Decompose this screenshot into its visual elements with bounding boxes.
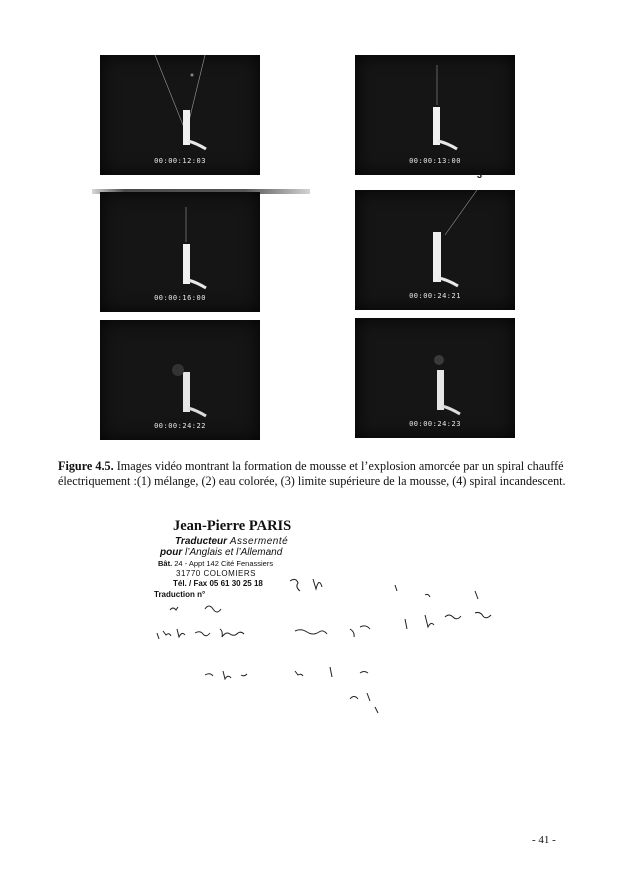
video-frame-4 bbox=[355, 190, 515, 310]
handwritten-signature bbox=[145, 575, 505, 715]
stamp-title-b: Assermenté bbox=[229, 536, 289, 547]
frame-timestamp: 00:00:16:00 bbox=[154, 294, 206, 302]
stamp-address-prefix: Bât. bbox=[158, 559, 173, 568]
stamp-address: 24 - Appt 142 Cité Fenassiers bbox=[174, 559, 274, 568]
figure-caption bbox=[58, 459, 566, 489]
video-frame-3 bbox=[100, 192, 260, 312]
stamp-title-a: Traducteur bbox=[175, 536, 228, 547]
stamp-traduction: Traduction n° bbox=[154, 590, 206, 599]
caption-text: Images vidéo montrant la formation de mousse et l’explosion amorcée par un spiral chauffé électriquement :(1) mélange, (2) eau colorée, (3) limite supérieure de la mousse, (4) spiral incandescent. bbox=[58, 459, 566, 488]
frame-timestamp: 00:00:13:00 bbox=[409, 157, 461, 165]
stamp-name: Jean-Pierre PARIS bbox=[173, 518, 292, 534]
stamp-languages-line bbox=[160, 547, 328, 558]
marker-label: 3 bbox=[477, 170, 483, 180]
page-number: - 41 - bbox=[532, 834, 556, 846]
frame-timestamp: 00:00:24:21 bbox=[409, 292, 461, 300]
video-frame-2 bbox=[355, 55, 515, 175]
frame-timestamp: 00:00:12:03 bbox=[154, 157, 206, 165]
frame-timestamp: 00:00:24:23 bbox=[409, 420, 461, 428]
video-frame-6 bbox=[355, 318, 515, 438]
caption-label: Figure 4.5. bbox=[58, 459, 114, 473]
video-frame-1 bbox=[100, 55, 260, 175]
stamp-city: 31770 COLOMIERS bbox=[176, 569, 256, 578]
stamp-pour: pour bbox=[160, 547, 183, 558]
stamp-address-line bbox=[158, 559, 328, 568]
video-frame-5 bbox=[100, 320, 260, 440]
stamp-phone: Tél. / Fax 05 61 30 25 18 bbox=[173, 579, 263, 588]
stamp-title bbox=[175, 536, 328, 547]
frame-timestamp: 00:00:24:22 bbox=[154, 422, 206, 430]
stamp-languages: l’Anglais et l’Allemand bbox=[185, 547, 283, 558]
